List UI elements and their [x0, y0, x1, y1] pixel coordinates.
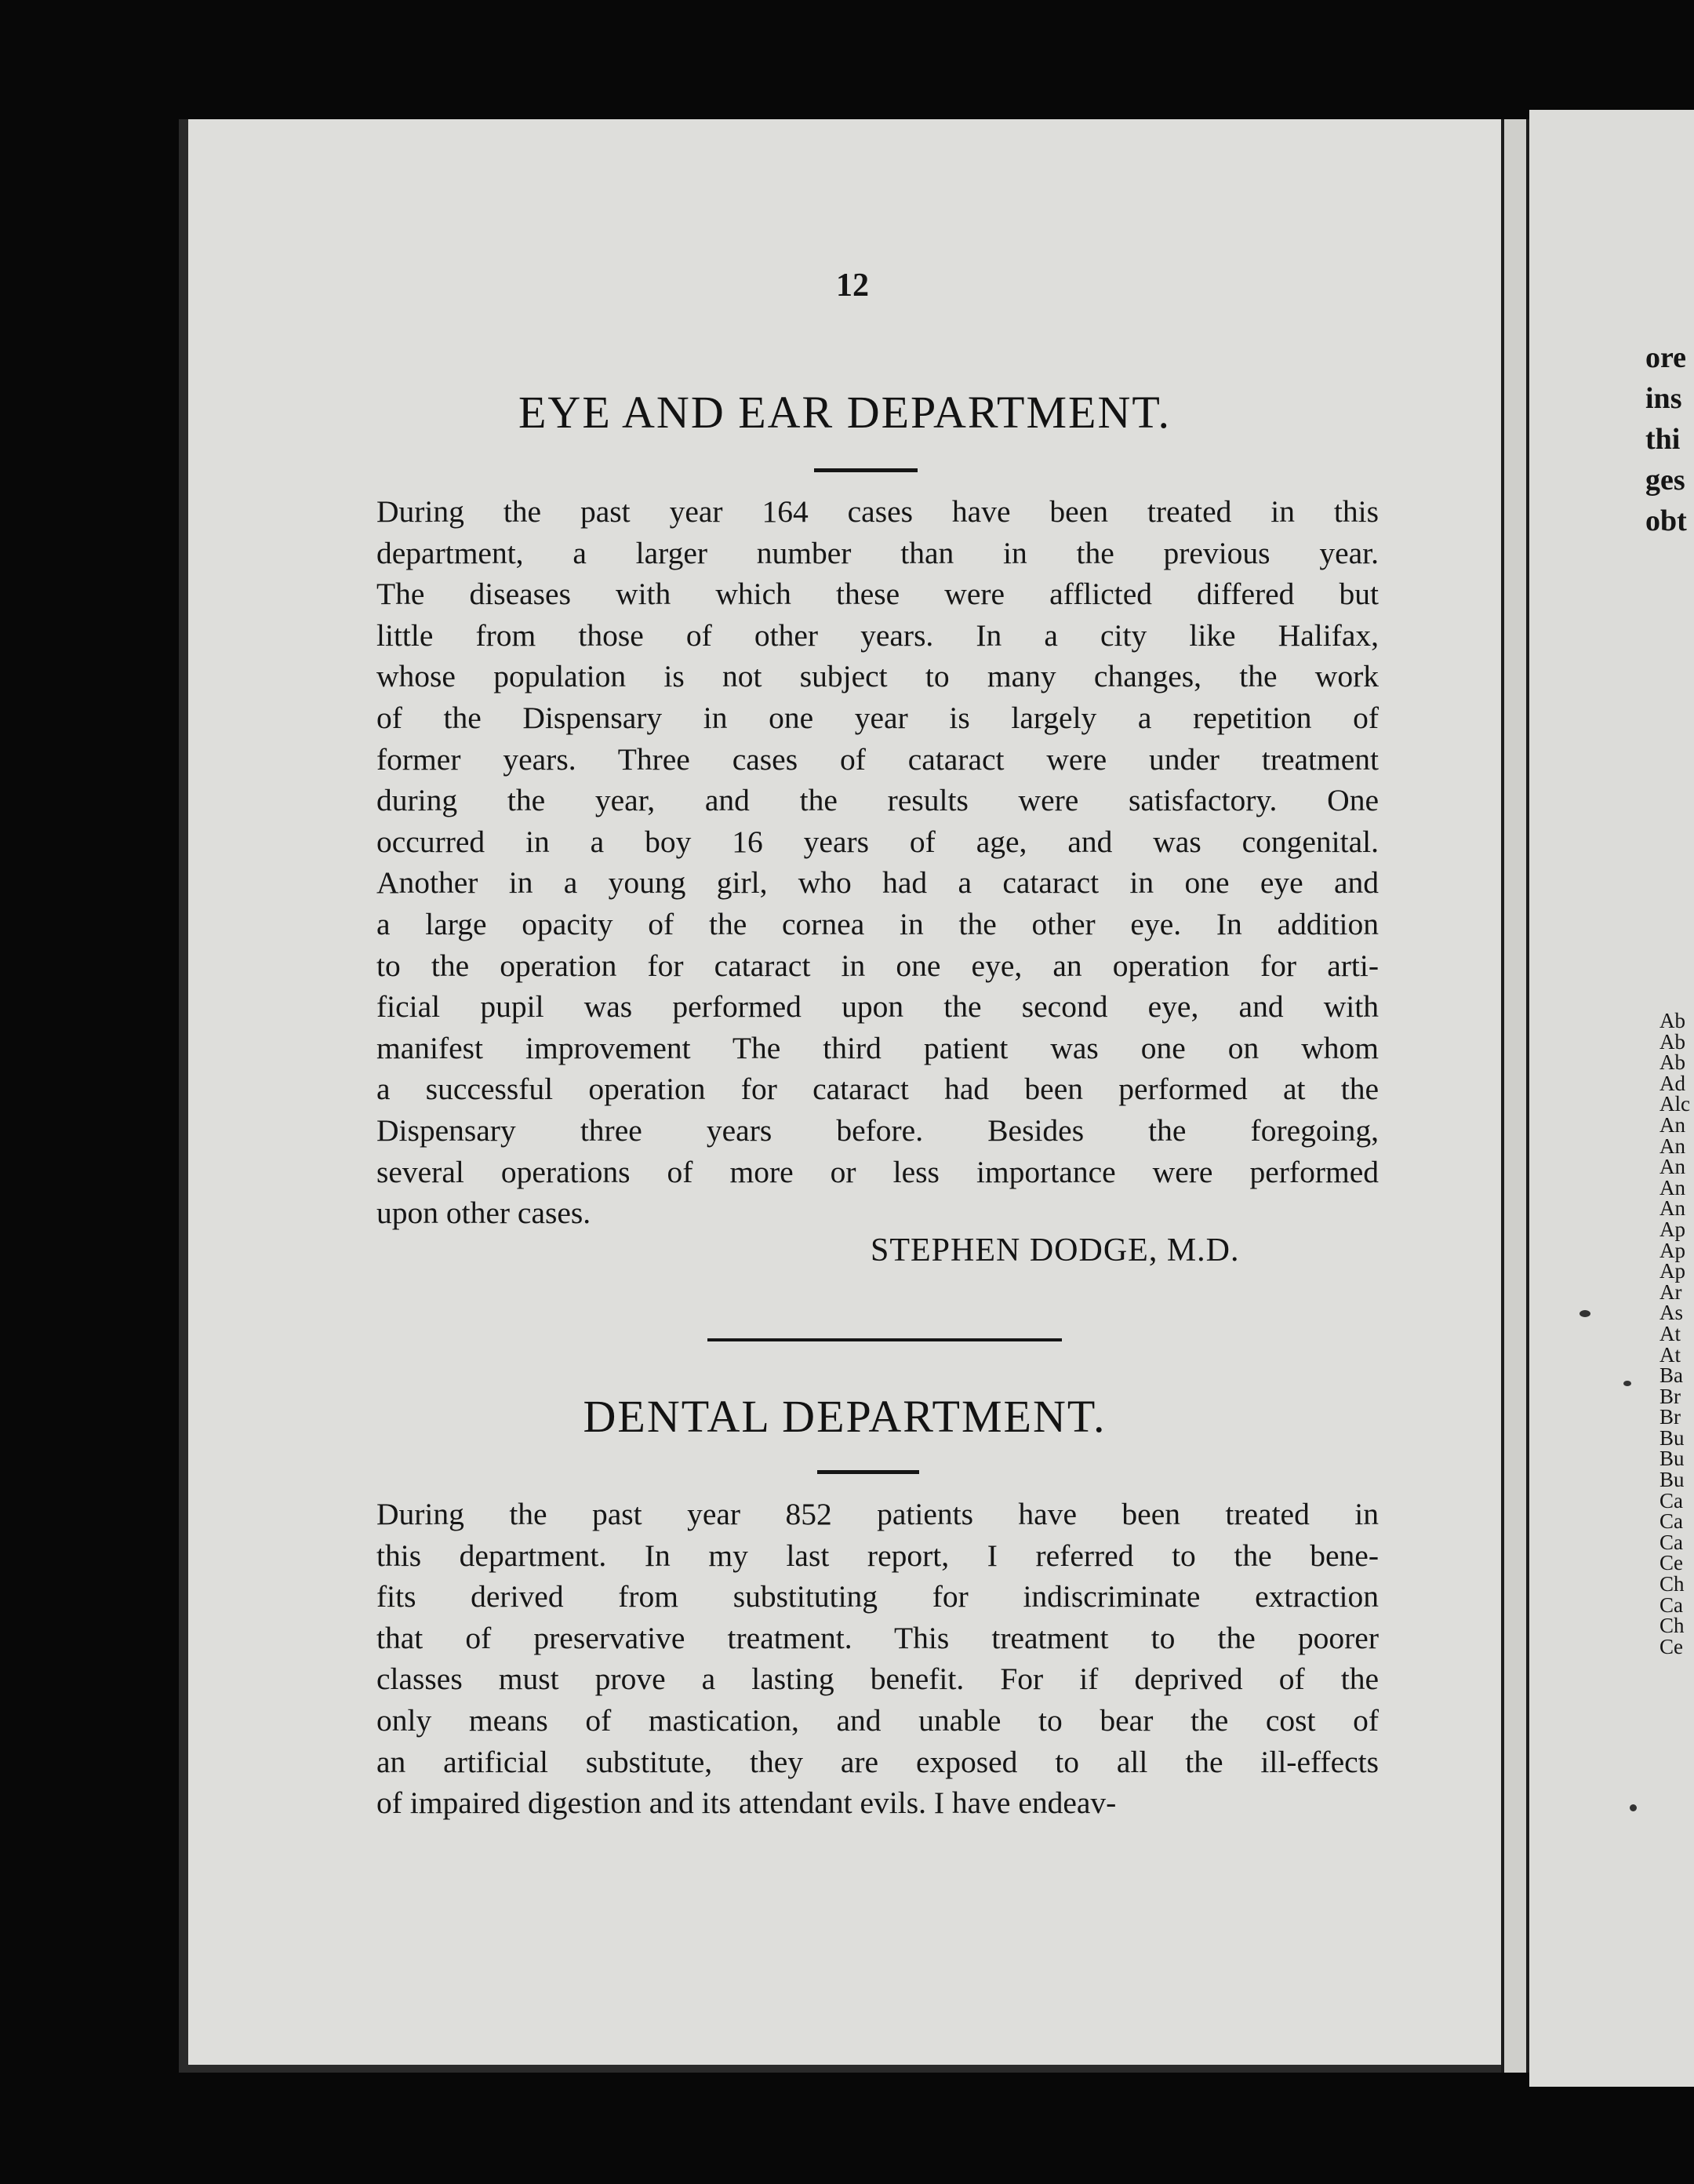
text-line: of the Dispensary in one year is largely a repetition of [376, 700, 1379, 735]
ink-speck [1579, 1310, 1590, 1317]
index-fragment: An [1659, 1196, 1685, 1221]
text-line: Dispensary three years before. Besides the foregoing, [376, 1112, 1379, 1148]
text-line: a large opacity of the cornea in the other eye. In addition [376, 906, 1379, 941]
text-fragment: ore [1645, 341, 1687, 374]
text-line: The diseases with which these were afflicted differed but [376, 577, 1379, 612]
text-line: classes must prove a lasting benefit. For if deprived of the [376, 1662, 1379, 1697]
left-page [179, 119, 1501, 2073]
text-line: a successful operation for cataract had been performed at the [376, 1072, 1379, 1107]
section-divider [707, 1338, 1062, 1341]
index-fragment: An [1659, 1134, 1685, 1158]
text-line: several operations of more or less importance were performed [376, 1154, 1379, 1189]
text-line: upon other cases. [376, 1196, 591, 1231]
index-fragment: Ca [1659, 1488, 1683, 1512]
text-line: ficial pupil was performed upon the second eye, and with [376, 989, 1379, 1025]
text-fragment: thi [1645, 423, 1681, 456]
right-page-index-fragments [1659, 1010, 1690, 1657]
index-fragment: At [1659, 1321, 1681, 1345]
index-fragment: Ca [1659, 1592, 1683, 1617]
text-line: an artificial substitute, they are exposed to all the ill-effects [376, 1744, 1379, 1779]
index-fragment: An [1659, 1155, 1685, 1179]
text-line: department, a larger number than in the previous year. [376, 535, 1379, 570]
text-line: that of preservative treatment. This treatment to the poorer [376, 1620, 1379, 1655]
index-fragment: Br [1659, 1384, 1681, 1408]
eye-ear-paragraph [376, 491, 1379, 1234]
text-line: Another in a young girl, who had a cataract in one eye and [376, 865, 1379, 901]
ink-speck [1630, 1804, 1637, 1811]
text-line: fits derived from substituting for indiscriminate extraction [376, 1579, 1379, 1614]
index-fragment: Alc [1659, 1092, 1690, 1116]
text-line: this department. In my last report, I referred to the bene- [376, 1538, 1379, 1573]
index-fragment: As [1659, 1301, 1684, 1325]
heading-rule [817, 1470, 919, 1474]
text-line: little from those of other years. In a city like Halifax, [376, 617, 1379, 653]
text-line: occurred in a boy 16 years of age, and was congenital. [376, 824, 1379, 859]
page-number: 12 [836, 268, 869, 304]
signature: STEPHEN DODGE, M.D. [871, 1232, 1240, 1269]
heading-rule [814, 468, 918, 472]
index-fragment: Ad [1659, 1071, 1685, 1095]
text-line: to the operation for cataract in one eye, an operation for arti- [376, 948, 1379, 983]
index-fragment: Ch [1659, 1572, 1685, 1596]
index-fragment: An [1659, 1112, 1685, 1137]
index-fragment: Bu [1659, 1447, 1685, 1471]
ink-speck [1623, 1381, 1631, 1386]
text-line: of impaired digestion and its attendant evils. I have endeav- [376, 1785, 1117, 1821]
index-fragment: An [1659, 1175, 1685, 1199]
index-fragment: Ar [1659, 1279, 1682, 1304]
text-fragment: obt [1645, 504, 1687, 537]
index-fragment: Ch [1659, 1614, 1685, 1638]
index-fragment: Ca [1659, 1509, 1683, 1534]
dental-paragraph [376, 1494, 1379, 1824]
right-page [1529, 110, 1694, 2087]
text-line: former years. Three cases of cataract were under treatment [376, 741, 1379, 777]
index-fragment: At [1659, 1342, 1681, 1367]
text-fragment: ins [1645, 382, 1682, 415]
index-fragment: Ab [1659, 1050, 1685, 1075]
index-fragment: Ap [1659, 1238, 1685, 1262]
right-page-text-fragments [1645, 337, 1687, 541]
index-fragment: Bu [1659, 1425, 1685, 1450]
index-fragment: Ba [1659, 1363, 1683, 1388]
text-line: During the past year 852 patients have been treated in [376, 1497, 1379, 1531]
text-line: whose population is not subject to many changes, the work [376, 659, 1379, 694]
index-fragment: Ab [1659, 1009, 1685, 1032]
text-fragment: ges [1645, 464, 1685, 497]
text-line: during the year, and the results were satisfactory. One [376, 783, 1379, 818]
text-line: only means of mastication, and unable to bear the cost of [376, 1702, 1379, 1738]
index-fragment: Ce [1659, 1551, 1683, 1575]
text-line: manifest improvement The third patient was one on whom [376, 1030, 1379, 1065]
dental-heading: DENTAL DEPARTMENT. [583, 1391, 1107, 1442]
book-gutter [1501, 119, 1529, 2073]
index-fragment: Ca [1659, 1530, 1683, 1554]
index-fragment: Ce [1659, 1634, 1683, 1658]
index-fragment: Ap [1659, 1217, 1685, 1241]
index-fragment: Ap [1659, 1259, 1685, 1283]
index-fragment: Br [1659, 1405, 1681, 1429]
index-fragment: Ab [1659, 1029, 1685, 1054]
index-fragment: Bu [1659, 1468, 1685, 1492]
eye-ear-heading: EYE AND EAR DEPARTMENT. [518, 387, 1171, 438]
text-line: During the past year 164 cases have been treated in this [376, 494, 1379, 529]
